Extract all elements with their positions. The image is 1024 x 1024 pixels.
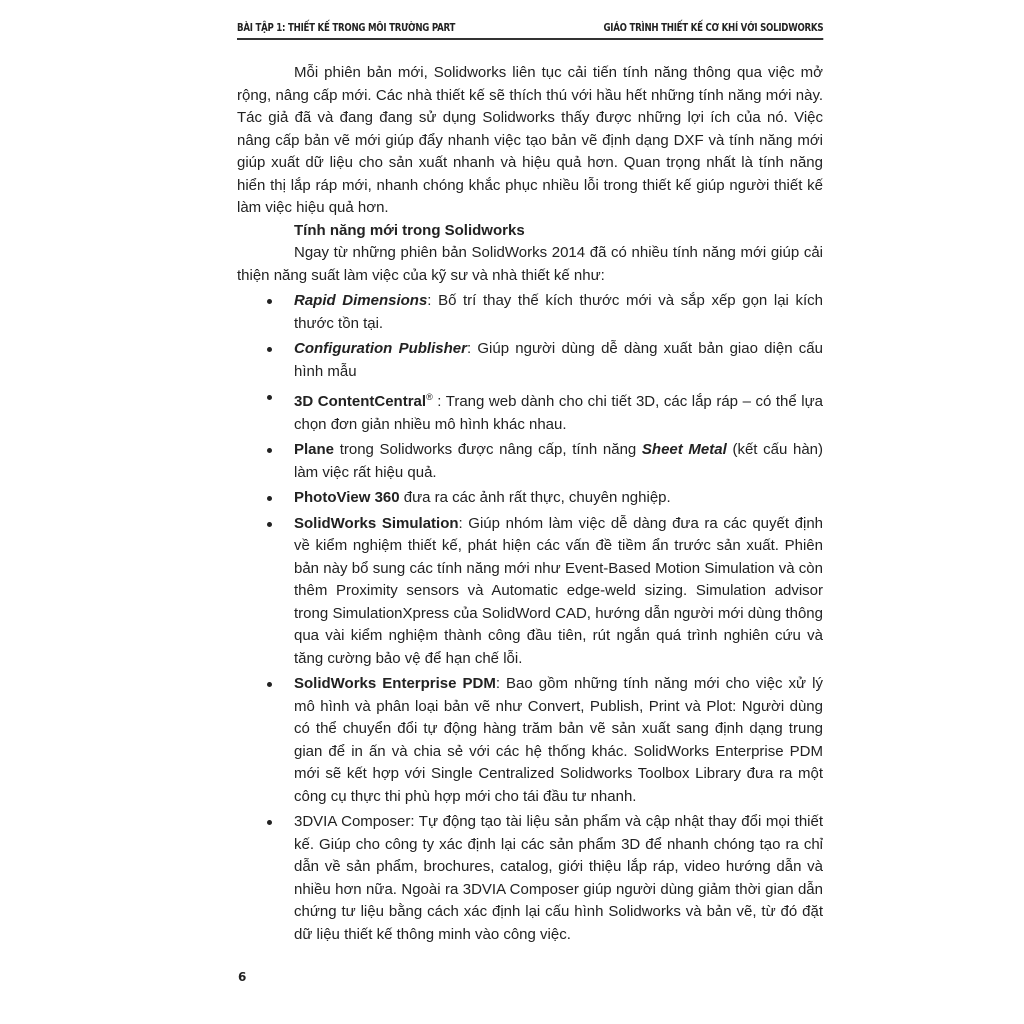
list-item [237,290,823,335]
feature-name: SolidWorks Simulation [294,514,459,532]
list-item [237,673,823,808]
registered-mark: ® [426,392,433,402]
feature-desc: trong Solidworks được nâng cấp, tính năng [334,441,642,458]
bullet-icon [267,682,272,687]
feature-desc: : Giúp người dùng dễ dàng xuất bản giao diện cấu hình mẫu [294,340,823,380]
running-header [237,20,823,40]
bullet-icon [267,395,272,400]
list-item [237,439,823,484]
feature-name: Rapid Dimensions [294,292,428,309]
feature-desc-2: (kết cấu hàn) làm việc rất hiệu quả. [294,441,823,481]
page-number: 6 [238,970,247,984]
bullet-icon [267,496,272,501]
bullet-icon [267,347,272,352]
feature-desc: 3DVIA Composer: Tự động tạo tài liệu sản phẩm và cập nhật thay đổi mọi thiết kế. Giúp cho công ty xác định lại các sản phẩm 3D để nhanh chóng tạo ra chỉ dẫn về sản phẩm, brochures, catalog, giới thiệu lắp ráp, video hướng dẫn và nhiều hơn nữa. Ngoài ra 3DVIA Composer giúp người dùng giảm thời gian dẫn chứng tư liệu bằng cách xác định lại cấu hình Solidworks và bản vẽ, từ đó đặt dữ liệu thiết kế thông minh vào công việc. [294,813,823,943]
feature-desc: : Bao gồm những tính năng mới cho việc xử lý mô hình và phân loại bản vẽ như Convert, Publish, Print và Plot: Người dùng có thể chuyển đổi tự động hàng trăm bản vẽ sản xuất sang định dạng trung gian để in ấn và chia sẻ với các hệ thống khác. SolidWorks Enterprise PDM mới sẽ kết hợp với Single Centralized Solidworks Toolbox Library đưa ra một công cụ thực thi phù hợp mới cho tái đầu tư nhanh. [294,675,823,805]
feature-list [237,290,823,946]
feature-desc: : Giúp nhóm làm việc dễ dàng đưa ra các quyết định về kiểm nghiệm thiết kế, phát hiện các vấn đề tiềm ẩn trước sản xuất. Phiên bản này bổ sung các tính năng mới như Event-Based Motion Simulation và còn thêm Proximity sensors và Automatic edge-weld sizing. Simulation advisor trong SimulationXpress của SolidWord CAD, hướng dẫn người mới dùng thông qua vài kiểm nghiệm thành công đầu tiên, rút ngắn quá trình nghiên cứu và tăng cường bảo vệ để hạn chế lỗi. [294,514,824,667]
feature-desc: : Bố trí thay thế kích thước mới và sắp xếp gọn lại kích thước tồn tại. [294,292,823,332]
feature-name: 3D ContentCentral [294,393,427,410]
intro-paragraph: Mỗi phiên bản mới, Solidworks liên tục cải tiến tính năng thông qua việc mở rộng, nâng cấp mới. Các nhà thiết kế sẽ thích thú với hầu hết những tính năng mới này. Tác giả đã và đang đang sử dụng Solidworks thấy được những lợi ích của nó. Việc nâng cấp bản vẽ mới giúp đẩy nhanh việc tạo bản vẽ định dạng DXF và tính năng mới giúp xuất dữ liệu cho sản xuất nhanh và hiệu quả hơn. Quan trọng nhất là tính năng hiển thị lắp ráp mới, nhanh chóng khắc phục nhiều lỗi trong thiết kế giúp người thiết kế làm việc hiệu quả hơn. [237,64,823,216]
feature-name: PhotoView 360 [294,489,400,506]
feature-name: SolidWorks Enterprise PDM [294,675,496,692]
bullet-icon [267,522,272,527]
lead-paragraph: Ngay từ những phiên bản SolidWorks 2014 đã có nhiều tính năng mới giúp cải thiện năng suất làm việc của kỹ sư và nhà thiết kế như: [237,244,823,284]
bullet-icon [267,299,272,304]
list-item [237,513,823,671]
list-item [237,386,823,436]
list-item [237,811,823,946]
feature-desc: đưa ra các ảnh rất thực, chuyên nghiệp. [399,489,671,506]
page-body [237,62,823,949]
feature-desc: : Trang web dành cho chi tiết 3D, các lắp ráp – có thể lựa chọn đơn giản nhiều mô hình khác nhau. [294,393,823,433]
book-title: GIÁO TRÌNH THIẾT KẾ CƠ KHÍ VỚI SOLIDWORKS [603,22,824,34]
feature-name-2: Sheet Metal [641,441,727,458]
feature-name: Configuration Publisher [294,340,467,357]
list-item [237,487,823,510]
section-heading: Tính năng mới trong Solidworks [294,221,525,239]
feature-name: Plane [294,441,335,458]
bullet-icon [267,820,272,825]
bullet-icon [267,448,272,453]
list-item [237,338,823,383]
chapter-title: BÀI TẬP 1: THIẾT KẾ TRONG MÔI TRƯỜNG PART [237,22,456,34]
